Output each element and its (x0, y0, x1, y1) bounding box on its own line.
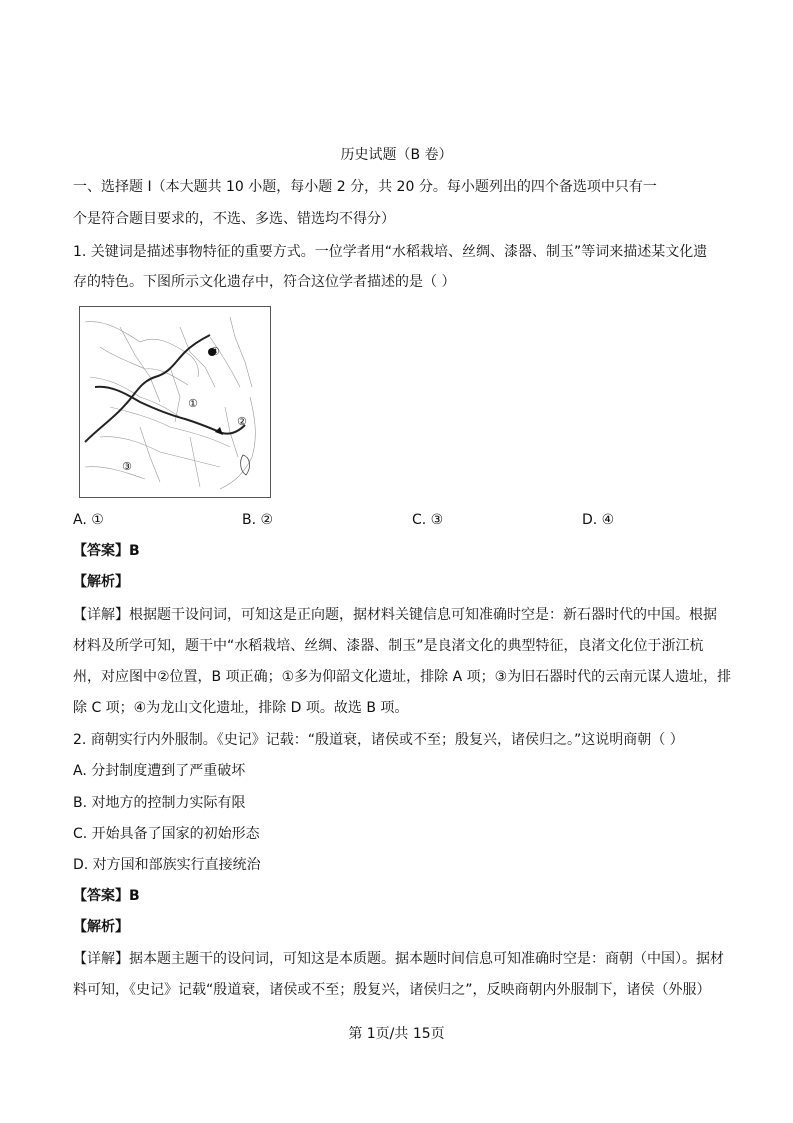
q1-answer: 【答案】B (73, 543, 140, 559)
q1-option-a: A. ① (73, 512, 104, 528)
q1-stem-line1: 1. 关键词是描述事物特征的重要方式。一位学者用“水稻栽培、丝绸、漆器、制玉”等词来描述某文化遗 (73, 244, 708, 260)
map-marker-3: ③ (122, 460, 132, 473)
map-marker-1: ① (188, 397, 198, 410)
q2-stem: 2. 商朝实行内外服制。《史记》记载：“殷道衰，诸侯或不至；殷复兴，诸侯归之。”这说明商朝（ ） (73, 732, 684, 748)
q1-detail-line3: 州，对应图中②位置，B 项正确；①多为仰韶文化遗址，排除 A 项；③为旧石器时代的云南元谋人遗址，排 (73, 669, 732, 685)
q2-option-d: D. 对方国和部族实行直接统治 (73, 857, 261, 873)
q2-detail-line2: 料可知，《史记》记载“殷道衰，诸侯或不至；殷复兴，诸侯归之”，反映商朝内外服制下，诸侯（外服） (73, 982, 711, 998)
q1-stem-line2: 存的特色。下图所示文化遗存中，符合这位学者描述的是（ ） (73, 274, 456, 290)
map-marker-4: ④ (210, 345, 220, 358)
q2-option-c: C. 开始具备了国家的初始形态 (73, 826, 260, 842)
china-map-illustration (80, 307, 270, 497)
q2-answer: 【答案】B (73, 888, 140, 904)
q2-option-a: A. 分封制度遭到了严重破坏 (73, 763, 246, 779)
q2-detail-line1: 【详解】据本题主题干的设问词，可知这是本质题。据本题时间信息可知准确时空是：商朝（中国）。据材 (73, 951, 724, 967)
doc-title: 历史试题（B 卷） (340, 147, 453, 163)
q1-detail-line2: 材料及所学可知，题干中“水稻栽培、丝绸、漆器、制玉”是良渚文化的典型特征，良渚文化位于浙江杭 (73, 638, 704, 654)
page-footer: 第 1页/共 15页 (348, 1026, 445, 1042)
q2-option-b: B. 对地方的控制力实际有限 (73, 795, 246, 811)
q1-detail-line4: 除 C 项；④为龙山文化遗址，排除 D 项。故选 B 项。 (73, 700, 409, 716)
map-marker-2: ② (237, 415, 247, 428)
q1-option-d: D. ④ (582, 512, 615, 528)
q1-option-b: B. ② (242, 512, 274, 528)
map-figure (79, 306, 271, 498)
q1-option-c: C. ③ (412, 512, 444, 528)
q2-analysis-label: 【解析】 (73, 919, 129, 935)
q1-detail-line1: 【详解】根据题干设问词，可知这是正向题，据材料关键信息可知准确时空是：新石器时代的中国。根据 (73, 607, 717, 623)
section-header-line1: 一、选择题 I（本大题共 10 小题，每小题 2 分，共 20 分。每小题列出的四个备选项中只有一 (73, 179, 657, 195)
section-header-line2: 个是符合题目要求的，不选、多选、错选均不得分） (73, 211, 395, 227)
q1-analysis-label: 【解析】 (73, 574, 129, 590)
